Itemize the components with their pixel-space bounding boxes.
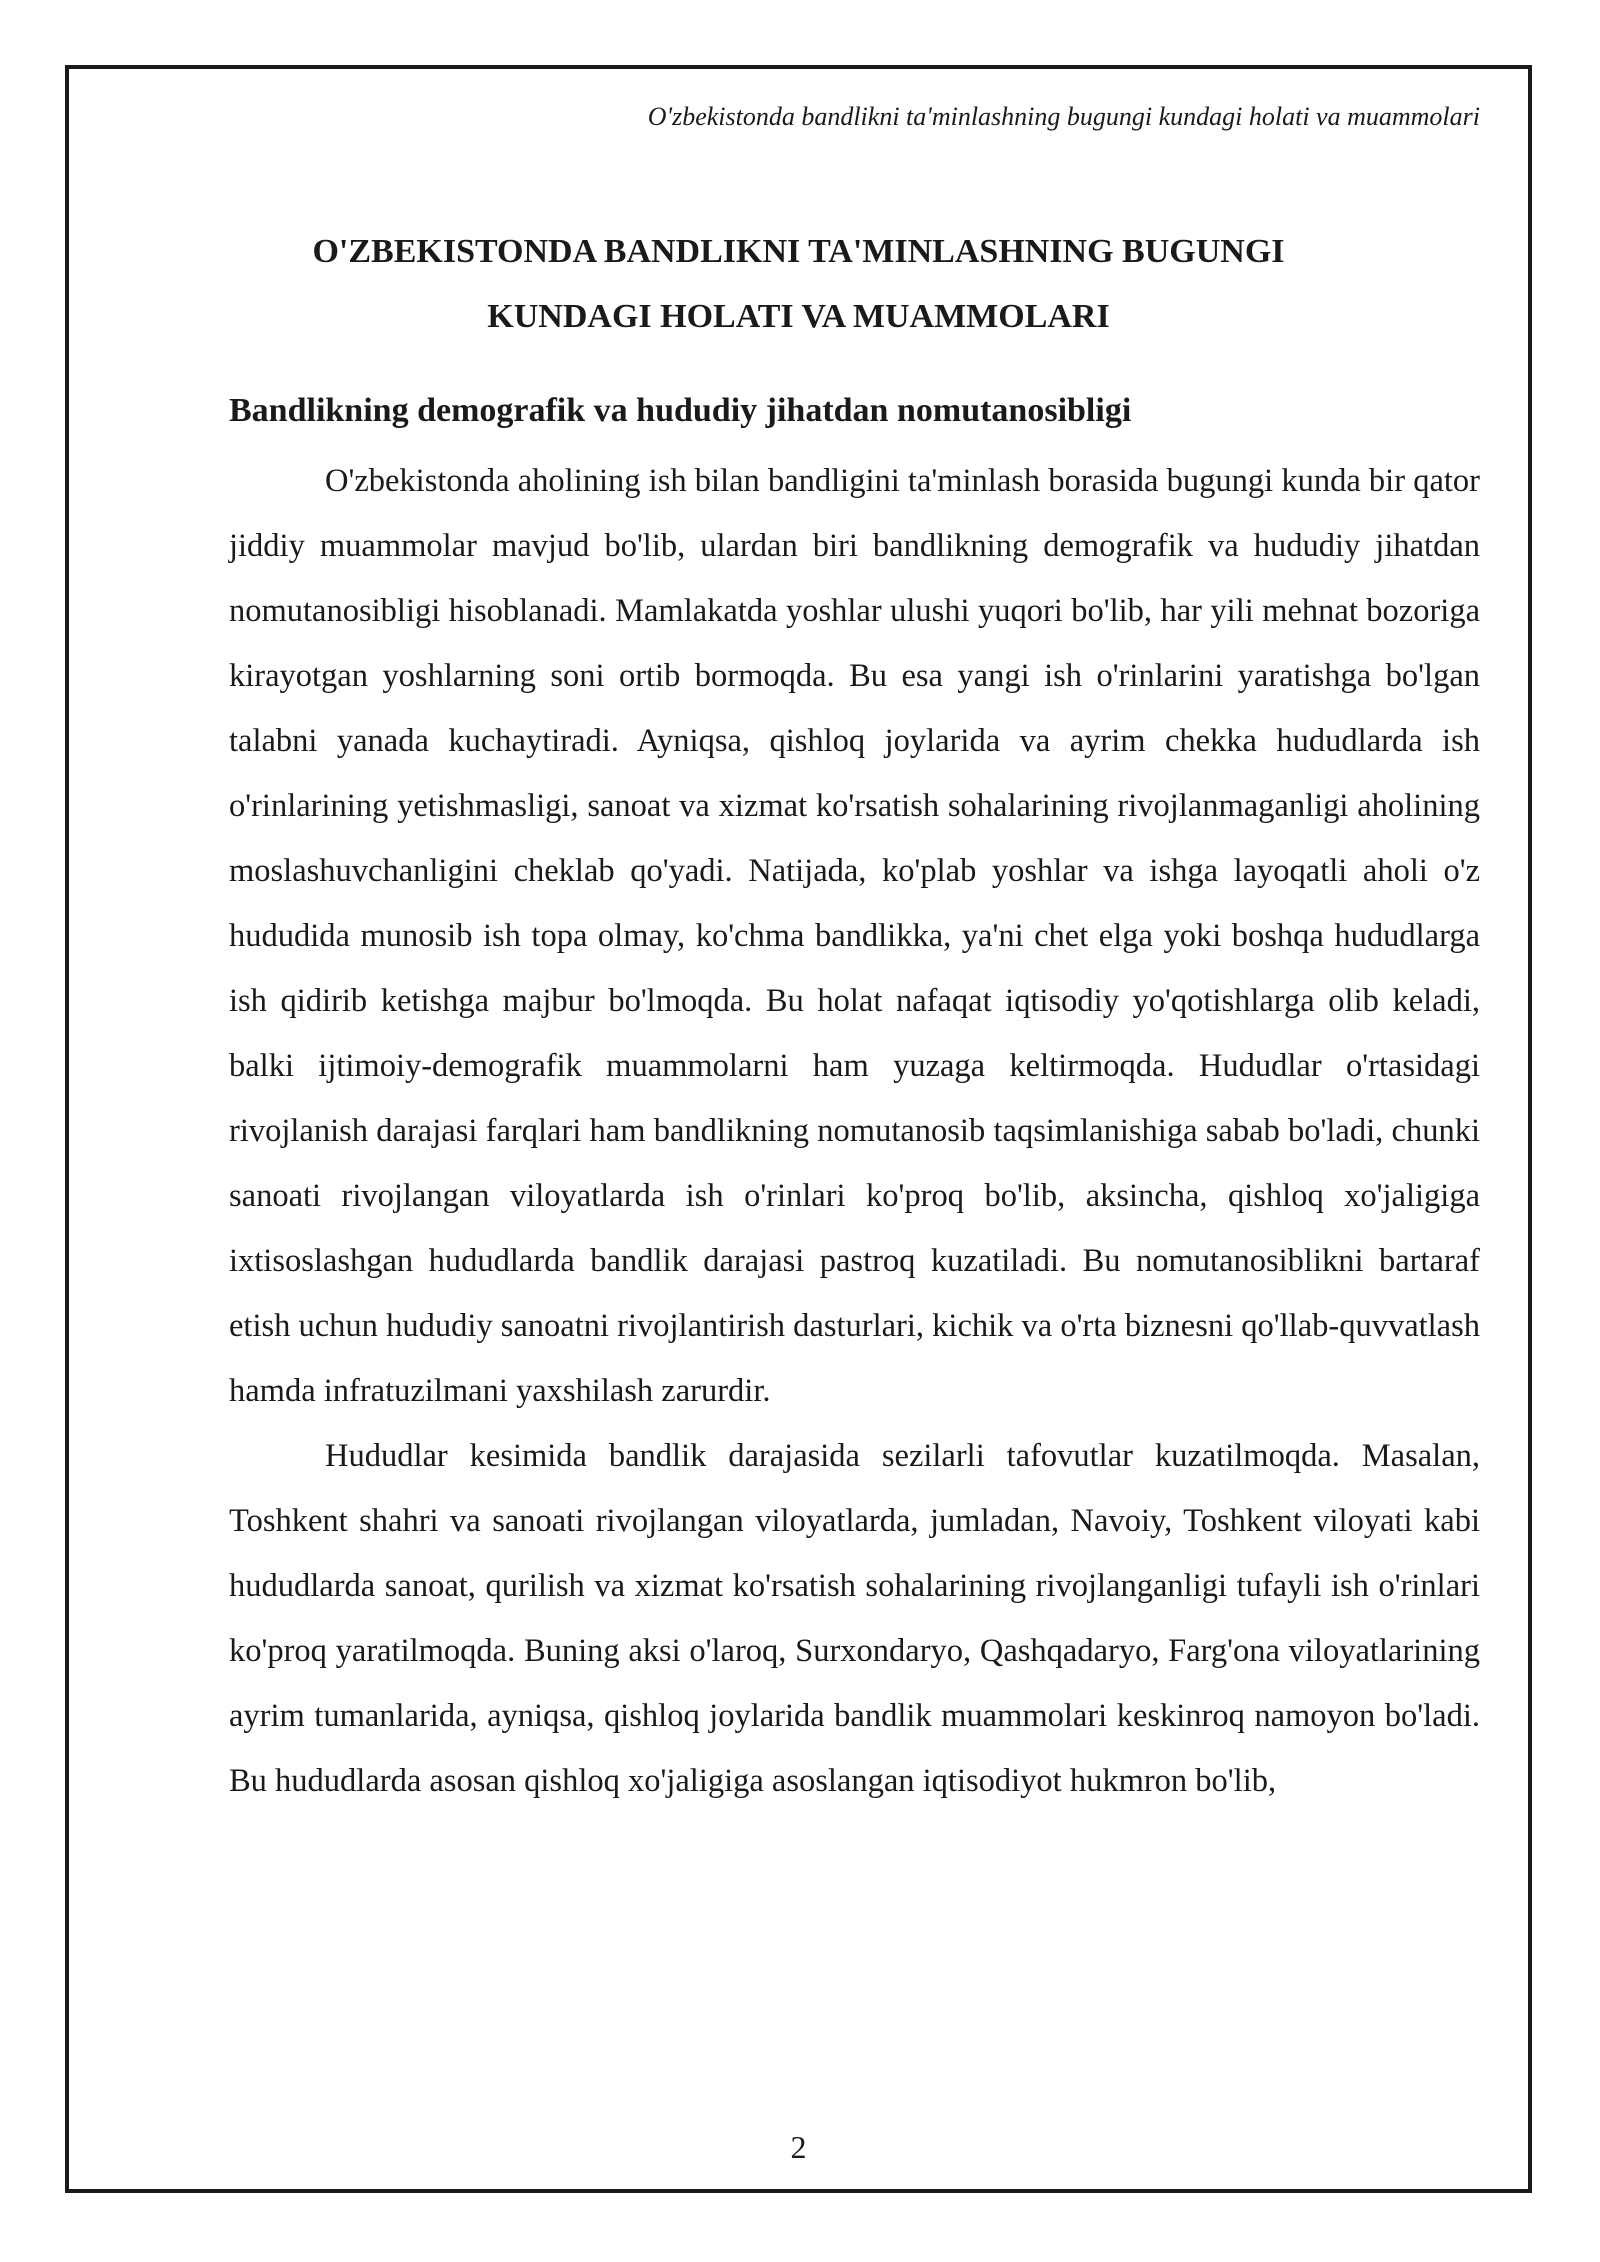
- page-number: 2: [790, 2129, 807, 2165]
- running-header: O'zbekistonda bandlikni ta'minlashning bugungi kundagi holati va muammolari: [647, 102, 1480, 131]
- document-body: [229, 381, 1480, 1814]
- document-title-line-1: O'ZBEKISTONDA BANDLIKNI TA'MINLASHNING BUGUNGI: [312, 233, 1285, 270]
- body-paragraph-2: Hududlar kesimida bandlik darajasida sezilarli tafovutlar kuzatilmoqda. Masalan, Toshkent shahri va sanoati rivojlangan viloyatlarda, jumladan, Navoiy, Toshkent viloyati kabi hududlarda sanoat, qurilish va xizmat ko'rsatish sohalarining rivojlanganligi tufayli ish o'rinlari ko'proq yaratilmoqda. Buning aksi o'laroq, Surxondaryo, Qashqadaryo, Farg'ona viloyatlarining ayrim tumanlarida, ayniqsa, qishloq joylarida bandlik muammolari keskinroq namoyon bo'ladi. Bu hududlarda asosan qishloq xo'jaligiga asoslangan iqtisodiyot hukmron bo'lib,: [229, 1438, 1480, 1799]
- section-heading: Bandlikning demografik va hududiy jihatdan nomutanosibligi: [229, 392, 1132, 429]
- body-paragraph-1: O'zbekistonda aholining ish bilan bandligini ta'minlash borasida bugungi kunda bir qator jiddiy muammolar mavjud bo'lib, ulardan biri bandlikning demografik va hududiy jihatdan nomutanosibligi hisoblanadi. Mamlakatda yoshlar ulushi yuqori bo'lib, har yili mehnat bozoriga kirayotgan yoshlarning soni ortib bormoqda. Bu esa yangi ish o'rinlarini yaratishga bo'lgan talabni yanada kuchaytiradi. Ayniqsa, qishloq joylarida va ayrim chekka hududlarda ish o'rinlarining yetishmasligi, sanoat va xizmat ko'rsatish sohalarining rivojlanmaganligi aholining moslashuvchanligini cheklab qo'yadi. Natijada, ko'plab yoshlar va ishga layoqatli aholi o'z hududida munosib ish topa olmay, ko'chma bandlikka, ya'ni chet elga yoki boshqa hududlarga ish qidirib ketishga majbur bo'lmoqda. Bu holat nafaqat iqtisodiy yo'qotishlarga olib keladi, balki ijtimoiy-demografik muammolarni ham yuzaga keltirmoqda. Hududlar o'rtasidagi rivojlanish darajasi farqlari ham bandlikning nomutanosib taqsimlanishiga sabab bo'ladi, chunki sanoati rivojlangan viloyatlarda ish o'rinlari ko'proq bo'lib, aksincha, qishloq xo'jaligiga ixtisoslashgan hududlarda bandlik darajasi pastroq kuzatiladi. Bu nomutanosiblikni bartaraf etish uchun hududiy sanoatni rivojlantirish dasturlari, kichik va o'rta biznesni qo'llab-quvvatlash hamda infratuzilmani yaxshilash zarurdir.: [229, 463, 1480, 1409]
- document-title: [69, 219, 1528, 349]
- page-frame: [65, 65, 1532, 2193]
- document-title-line-2: KUNDAGI HOLATI VA MUAMMOLARI: [487, 298, 1110, 335]
